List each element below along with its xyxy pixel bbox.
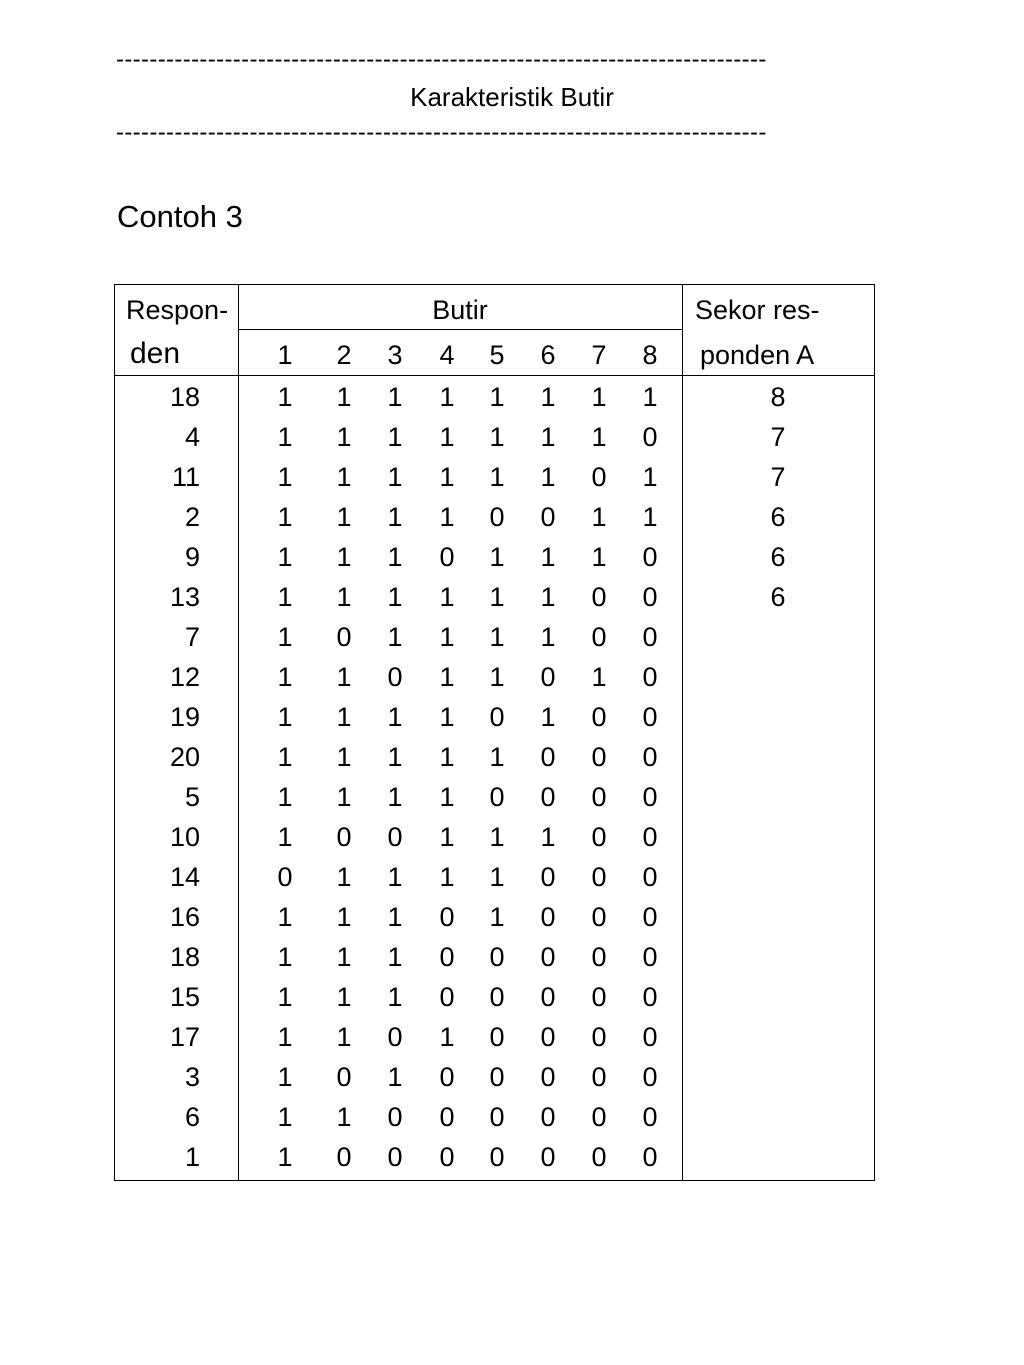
header-butir: Butir: [432, 295, 488, 325]
butir-cell-2: 1: [336, 382, 352, 412]
butir-cell-1: 1: [277, 1102, 293, 1132]
butir-cell-8: 1: [642, 462, 658, 492]
header-responden-line1: Respon-: [126, 295, 229, 325]
butir-cell-1: 1: [277, 942, 293, 972]
butir-cell-1: 1: [277, 1022, 293, 1052]
butir-cell-4: 1: [439, 662, 455, 692]
butir-cell-2: 1: [336, 982, 352, 1012]
butir-cell-6: 1: [540, 542, 556, 572]
skor-cell: 6: [770, 582, 786, 612]
responden-cell: 17: [169, 1022, 200, 1052]
butir-cell-6: 0: [540, 1142, 556, 1172]
butir-cell-4: 0: [439, 542, 455, 572]
header-skor-line1: Sekor res-: [695, 295, 820, 325]
butir-cell-8: 0: [642, 542, 658, 572]
butir-cell-3: 1: [387, 462, 403, 492]
table-row: [0, 1139, 1024, 1179]
table-row: [0, 419, 1024, 459]
table-row: [0, 859, 1024, 899]
butir-cell-8: 0: [642, 982, 658, 1012]
butir-cell-1: 1: [277, 582, 293, 612]
butir-cell-3: 1: [387, 622, 403, 652]
responden-cell: 12: [169, 662, 200, 692]
butir-cell-2: 1: [336, 502, 352, 532]
butir-cell-6: 0: [540, 982, 556, 1012]
butir-cell-5: 1: [489, 902, 505, 932]
butir-cell-3: 1: [387, 862, 403, 892]
butir-cell-2: 1: [336, 1022, 352, 1052]
butir-cell-4: 0: [439, 1142, 455, 1172]
responden-cell: 15: [169, 982, 200, 1012]
responden-cell: 18: [169, 382, 200, 412]
butir-cell-2: 1: [336, 662, 352, 692]
butir-cell-8: 0: [642, 862, 658, 892]
butir-cell-6: 0: [540, 942, 556, 972]
butir-cell-5: 0: [489, 982, 505, 1012]
responden-cell: 18: [169, 942, 200, 972]
butir-cell-7: 0: [591, 1062, 607, 1092]
butir-cell-6: 0: [540, 1062, 556, 1092]
table-row: [0, 659, 1024, 699]
butir-cell-4: 1: [439, 422, 455, 452]
butir-cell-7: 0: [591, 822, 607, 852]
skor-cell: [738, 779, 818, 819]
butir-cell-2: 1: [336, 782, 352, 812]
responden-cell: 13: [169, 582, 200, 612]
responden-cell: 11: [171, 462, 200, 492]
butir-cell-3: 1: [387, 1062, 403, 1092]
table-row: [0, 1099, 1024, 1139]
butir-cell-8: 0: [642, 582, 658, 612]
butir-cell-5: 1: [489, 542, 505, 572]
butir-cell-3: 1: [387, 582, 403, 612]
skor-cell: [738, 859, 818, 899]
butir-cell-8: 1: [642, 502, 658, 532]
skor-cell: [738, 699, 818, 739]
butir-cell-5: 1: [489, 742, 505, 772]
butir-cell-8: 0: [642, 1102, 658, 1132]
butir-cell-2: 1: [336, 942, 352, 972]
header-rule-top: ------------------------------------------------------------------------------: [116, 48, 767, 72]
skor-cell: [738, 819, 818, 859]
butir-cell-8: 0: [642, 662, 658, 692]
butir-cell-6: 0: [540, 862, 556, 892]
skor-cell: [738, 1019, 818, 1059]
butir-cell-7: 0: [591, 1102, 607, 1132]
butir-number-8: 8: [642, 340, 658, 370]
butir-cell-7: 0: [591, 902, 607, 932]
butir-cell-1: 1: [277, 1062, 293, 1092]
table-row: [0, 899, 1024, 939]
butir-cell-8: 0: [642, 422, 658, 452]
skor-cell: 6: [770, 502, 786, 532]
butir-cell-8: 0: [642, 942, 658, 972]
table-divider-header: [114, 375, 875, 376]
butir-cell-5: 0: [489, 942, 505, 972]
butir-cell-4: 1: [439, 502, 455, 532]
responden-cell: 20: [169, 742, 200, 772]
skor-cell: 8: [770, 382, 786, 412]
butir-cell-5: 1: [489, 422, 505, 452]
butir-cell-6: 0: [540, 782, 556, 812]
section-title: Contoh 3: [117, 199, 243, 234]
butir-cell-1: 1: [277, 742, 293, 772]
butir-cell-5: 1: [489, 662, 505, 692]
butir-cell-7: 0: [591, 1142, 607, 1172]
butir-cell-1: 1: [277, 782, 293, 812]
table-row: [0, 539, 1024, 579]
butir-cell-2: 1: [336, 422, 352, 452]
butir-cell-3: 1: [387, 502, 403, 532]
skor-cell: [738, 979, 818, 1019]
table-row: [0, 499, 1024, 539]
butir-cell-7: 0: [591, 782, 607, 812]
butir-cell-4: 1: [439, 382, 455, 412]
responden-cell: 7: [184, 622, 200, 652]
butir-cell-8: 0: [642, 1022, 658, 1052]
butir-cell-4: 1: [439, 622, 455, 652]
butir-cell-3: 0: [387, 1102, 403, 1132]
butir-cell-8: 0: [642, 1062, 658, 1092]
table-row: [0, 819, 1024, 859]
butir-cell-1: 1: [277, 542, 293, 572]
butir-cell-7: 0: [591, 582, 607, 612]
butir-cell-3: 1: [387, 742, 403, 772]
butir-cell-1: 1: [277, 702, 293, 732]
butir-cell-1: 1: [277, 1142, 293, 1172]
butir-cell-3: 0: [387, 822, 403, 852]
butir-cell-4: 1: [439, 782, 455, 812]
butir-number-6: 6: [540, 340, 556, 370]
butir-cell-3: 1: [387, 702, 403, 732]
butir-cell-3: 0: [387, 662, 403, 692]
butir-cell-2: 1: [336, 702, 352, 732]
butir-cell-6: 1: [540, 462, 556, 492]
table-row: [0, 779, 1024, 819]
skor-cell: 7: [770, 462, 786, 492]
header-responden-line2: den: [130, 337, 181, 370]
butir-cell-2: 0: [336, 622, 352, 652]
responden-cell: 6: [184, 1102, 200, 1132]
responden-cell: 16: [169, 902, 200, 932]
butir-cell-5: 0: [489, 782, 505, 812]
butir-cell-3: 0: [387, 1142, 403, 1172]
header-skor-line2: ponden A: [700, 340, 815, 370]
butir-number-4: 4: [439, 340, 455, 370]
butir-cell-2: 1: [336, 742, 352, 772]
butir-cell-3: 1: [387, 422, 403, 452]
butir-cell-5: 1: [489, 622, 505, 652]
butir-cell-7: 1: [591, 382, 607, 412]
butir-cell-5: 1: [489, 862, 505, 892]
butir-cell-2: 1: [336, 862, 352, 892]
skor-cell: [738, 739, 818, 779]
butir-cell-8: 0: [642, 1142, 658, 1172]
butir-number-5: 5: [489, 340, 505, 370]
butir-cell-2: 1: [336, 542, 352, 572]
butir-cell-5: 0: [489, 702, 505, 732]
butir-cell-2: 1: [336, 1102, 352, 1132]
butir-number-3: 3: [387, 340, 403, 370]
butir-cell-1: 1: [277, 822, 293, 852]
butir-cell-7: 1: [591, 542, 607, 572]
butir-cell-6: 0: [540, 742, 556, 772]
butir-cell-6: 1: [540, 382, 556, 412]
responden-cell: 10: [169, 822, 200, 852]
butir-cell-1: 1: [277, 982, 293, 1012]
header-rule-bottom: ------------------------------------------------------------------------------: [116, 121, 767, 145]
table-row: [0, 579, 1024, 619]
butir-cell-4: 1: [439, 462, 455, 492]
table-row: [0, 979, 1024, 1019]
butir-cell-2: 0: [336, 822, 352, 852]
table-row: [0, 699, 1024, 739]
butir-cell-6: 0: [540, 662, 556, 692]
butir-cell-4: 1: [439, 702, 455, 732]
butir-cell-6: 1: [540, 622, 556, 652]
butir-cell-1: 1: [277, 422, 293, 452]
butir-cell-2: 0: [336, 1062, 352, 1092]
butir-cell-5: 0: [489, 1142, 505, 1172]
table-body: [0, 379, 1024, 1179]
butir-cell-4: 1: [439, 822, 455, 852]
butir-cell-7: 0: [591, 702, 607, 732]
responden-cell: 3: [184, 1062, 200, 1092]
butir-cell-4: 0: [439, 902, 455, 932]
butir-cell-4: 0: [439, 942, 455, 972]
butir-cell-8: 0: [642, 822, 658, 852]
responden-cell: 14: [169, 862, 200, 892]
table-row: [0, 739, 1024, 779]
butir-cell-4: 1: [439, 862, 455, 892]
responden-cell: 2: [184, 502, 200, 532]
butir-cell-2: 1: [336, 582, 352, 612]
butir-cell-2: 0: [336, 1142, 352, 1172]
skor-cell: [738, 899, 818, 939]
butir-cell-8: 0: [642, 782, 658, 812]
butir-cell-3: 1: [387, 902, 403, 932]
butir-cell-7: 0: [591, 1022, 607, 1052]
butir-cell-6: 1: [540, 422, 556, 452]
butir-cell-7: 0: [591, 622, 607, 652]
skor-cell: [738, 1099, 818, 1139]
skor-cell: 7: [770, 422, 786, 452]
table-row: [0, 379, 1024, 419]
butir-cell-2: 1: [336, 462, 352, 492]
butir-cell-1: 1: [277, 902, 293, 932]
butir-number-7: 7: [591, 340, 607, 370]
butir-cell-1: 1: [277, 502, 293, 532]
table-row: [0, 619, 1024, 659]
butir-cell-5: 1: [489, 822, 505, 852]
butir-cell-1: 1: [277, 462, 293, 492]
butir-cell-7: 1: [591, 422, 607, 452]
butir-cell-6: 1: [540, 822, 556, 852]
responden-cell: 1: [184, 1142, 200, 1172]
butir-cell-3: 1: [387, 942, 403, 972]
running-header-title: Karakteristik Butir: [410, 82, 614, 112]
butir-cell-5: 0: [489, 1102, 505, 1132]
butir-cell-6: 0: [540, 902, 556, 932]
butir-cell-5: 1: [489, 582, 505, 612]
skor-cell: 6: [770, 542, 786, 572]
butir-cell-1: 0: [277, 862, 293, 892]
table-row: [0, 939, 1024, 979]
skor-cell: [738, 659, 818, 699]
butir-cell-6: 1: [540, 582, 556, 612]
butir-cell-8: 0: [642, 622, 658, 652]
butir-number-2: 2: [336, 340, 352, 370]
butir-cell-8: 0: [642, 702, 658, 732]
butir-cell-6: 0: [540, 1022, 556, 1052]
table-row: [0, 1059, 1024, 1099]
butir-cell-7: 1: [591, 502, 607, 532]
butir-cell-4: 0: [439, 1062, 455, 1092]
butir-cell-7: 1: [591, 662, 607, 692]
responden-cell: 19: [169, 702, 200, 732]
skor-cell: [738, 939, 818, 979]
butir-cell-4: 0: [439, 1102, 455, 1132]
butir-cell-6: 1: [540, 702, 556, 732]
table-row: [0, 1019, 1024, 1059]
skor-cell: [738, 619, 818, 659]
responden-cell: 9: [184, 542, 200, 572]
butir-cell-2: 1: [336, 902, 352, 932]
table-divider-butir-header: [238, 329, 682, 330]
butir-cell-7: 0: [591, 942, 607, 972]
butir-cell-7: 0: [591, 982, 607, 1012]
skor-cell: [738, 1059, 818, 1099]
butir-cell-4: 1: [439, 1022, 455, 1052]
responden-cell: 4: [184, 422, 200, 452]
butir-cell-4: 0: [439, 982, 455, 1012]
butir-cell-5: 0: [489, 1022, 505, 1052]
butir-cell-8: 1: [642, 382, 658, 412]
butir-cell-1: 1: [277, 382, 293, 412]
butir-cell-3: 1: [387, 982, 403, 1012]
butir-cell-3: 0: [387, 1022, 403, 1052]
butir-cell-3: 1: [387, 542, 403, 572]
responden-cell: 5: [184, 782, 200, 812]
butir-cell-6: 0: [540, 502, 556, 532]
butir-number-1: 1: [277, 340, 293, 370]
butir-cell-7: 0: [591, 742, 607, 772]
butir-cell-7: 0: [591, 462, 607, 492]
butir-cell-4: 1: [439, 742, 455, 772]
butir-cell-7: 0: [591, 862, 607, 892]
table-row: [0, 459, 1024, 499]
butir-cell-1: 1: [277, 662, 293, 692]
butir-cell-5: 0: [489, 502, 505, 532]
butir-cell-8: 0: [642, 902, 658, 932]
skor-cell: [738, 1139, 818, 1179]
butir-cell-5: 1: [489, 462, 505, 492]
butir-cell-1: 1: [277, 622, 293, 652]
butir-cell-8: 0: [642, 742, 658, 772]
butir-cell-6: 0: [540, 1102, 556, 1132]
butir-cell-5: 0: [489, 1062, 505, 1092]
butir-cell-4: 1: [439, 582, 455, 612]
butir-cell-5: 1: [489, 382, 505, 412]
butir-cell-3: 1: [387, 782, 403, 812]
butir-cell-3: 1: [387, 382, 403, 412]
